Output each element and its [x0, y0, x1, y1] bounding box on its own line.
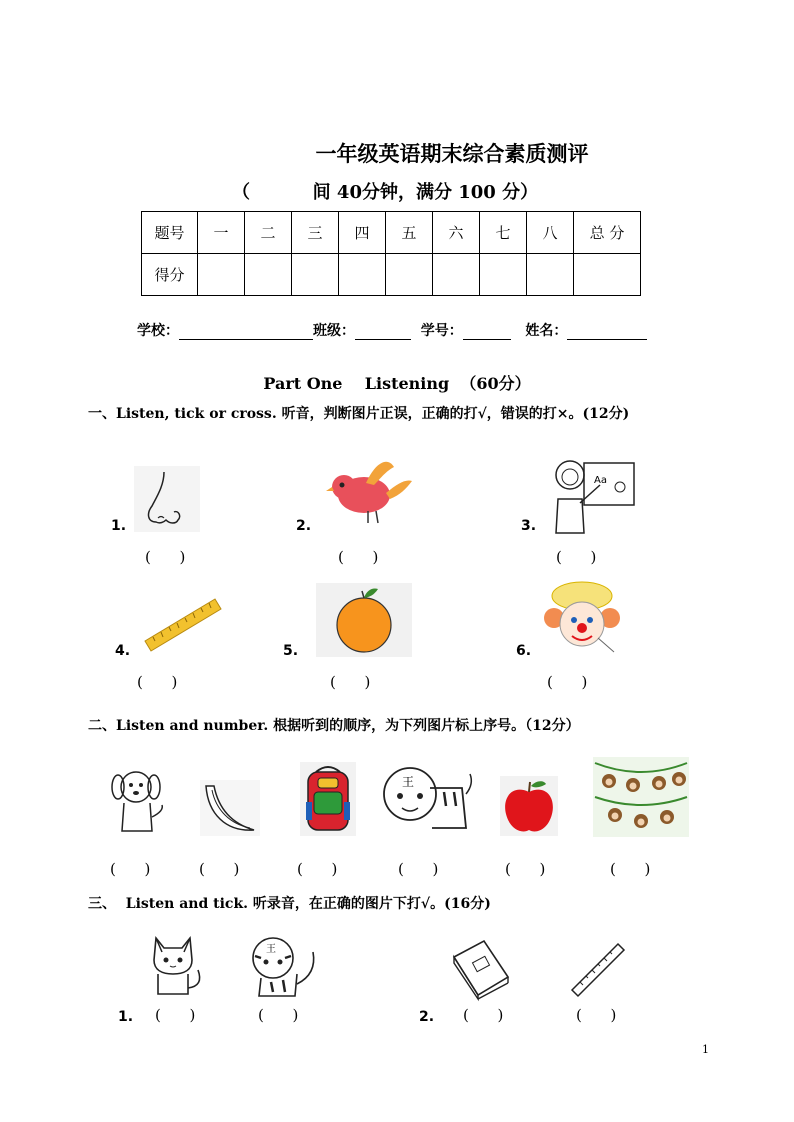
svg-text:王: 王: [266, 944, 276, 955]
score-input-cell[interactable]: [480, 254, 527, 296]
orange-icon: [316, 583, 412, 657]
table-cell: 三: [292, 212, 339, 254]
table-cell: 二: [245, 212, 292, 254]
table-cell: 四: [339, 212, 386, 254]
answer-paren[interactable]: ( ): [505, 860, 546, 878]
score-input-cell[interactable]: [386, 254, 433, 296]
answer-paren[interactable]: ( ): [145, 548, 186, 566]
item-number: 2.: [296, 518, 312, 534]
score-input-cell[interactable]: [433, 254, 480, 296]
nose-icon: [134, 466, 200, 532]
score-input-cell[interactable]: [527, 254, 574, 296]
item-number: 6.: [516, 643, 532, 659]
item-number: 4.: [115, 643, 131, 659]
score-input-cell[interactable]: [339, 254, 386, 296]
score-table: [141, 211, 641, 296]
class-label: 班级：: [313, 323, 355, 339]
tiger-icon: [380, 764, 476, 836]
answer-paren[interactable]: ( ): [338, 548, 379, 566]
table-cell: 八: [527, 212, 574, 254]
section3-title: 三、 Listen and tick. 听录音，在正确的图片下打√。(16分): [88, 896, 491, 912]
number-label: 学号：: [420, 323, 463, 339]
monkeys-icon: [593, 757, 689, 837]
school-field[interactable]: [179, 324, 313, 340]
name-field[interactable]: [567, 324, 647, 340]
answer-paren[interactable]: ( ): [556, 548, 597, 566]
section1-title: 一、Listen, tick or cross. 听音，判断图片正误，正确的打√，错误的打×。(12分): [88, 406, 630, 422]
page-number: 1: [702, 1043, 709, 1056]
book-icon: [450, 937, 512, 999]
answer-paren[interactable]: ( ): [155, 1006, 196, 1024]
number-field[interactable]: [463, 324, 511, 340]
answer-paren[interactable]: ( ): [137, 673, 178, 691]
page-title: 一年级英语期末综合素质测评: [315, 141, 589, 166]
table-cell: 一: [198, 212, 245, 254]
answer-paren[interactable]: ( ): [463, 1006, 504, 1024]
table-cell: 得分: [142, 254, 198, 296]
answer-paren[interactable]: ( ): [398, 860, 439, 878]
table-row: [142, 212, 641, 254]
ruler-icon: [143, 595, 223, 655]
table-cell: 五: [386, 212, 433, 254]
answer-paren[interactable]: ( ): [610, 860, 651, 878]
item-number: 3.: [521, 518, 537, 534]
teacher-icon: [550, 455, 636, 535]
answer-paren[interactable]: ( ): [199, 860, 240, 878]
answer-paren[interactable]: ( ): [330, 673, 371, 691]
tiger-icon: [247, 934, 323, 1000]
ruler-icon: [570, 942, 626, 998]
score-input-cell[interactable]: [292, 254, 339, 296]
part-one-heading: Part One Listening （60分）: [263, 374, 531, 393]
cat-icon: [150, 930, 208, 998]
item-number: 5.: [283, 643, 299, 659]
answer-paren[interactable]: ( ): [258, 1006, 299, 1024]
dog-icon: [106, 767, 168, 835]
table-cell: 七: [480, 212, 527, 254]
item-number: 2.: [419, 1009, 435, 1025]
item-number: 1.: [118, 1009, 134, 1025]
schoolbag-icon: [300, 762, 356, 836]
score-input-cell[interactable]: [198, 254, 245, 296]
item-number: 1.: [111, 518, 127, 534]
table-cell: 题号: [142, 212, 198, 254]
clown-icon: [542, 578, 622, 658]
svg-text:王: 王: [402, 775, 415, 789]
table-cell: 六: [433, 212, 480, 254]
answer-paren[interactable]: ( ): [576, 1006, 617, 1024]
bird-icon: [328, 453, 416, 531]
name-label: 姓名：: [525, 323, 568, 339]
student-info: [137, 320, 647, 340]
class-field[interactable]: [355, 324, 411, 340]
answer-paren[interactable]: ( ): [110, 860, 151, 878]
table-row: [142, 254, 641, 296]
table-cell: 总 分: [574, 212, 641, 254]
school-label: 学校：: [137, 323, 179, 339]
score-input-cell[interactable]: [245, 254, 292, 296]
score-input-cell[interactable]: [574, 254, 641, 296]
svg-text:Aa: Aa: [594, 475, 607, 486]
answer-paren[interactable]: ( ): [297, 860, 338, 878]
page-subtitle: （ 间 40分钟，满分 100 分）: [232, 182, 539, 203]
banana-icon: [200, 780, 260, 836]
answer-paren[interactable]: ( ): [547, 673, 588, 691]
apple-icon: [500, 776, 558, 836]
section2-title: 二、Listen and number. 根据听到的顺序，为下列图片标上序号。（12分）: [88, 718, 580, 734]
